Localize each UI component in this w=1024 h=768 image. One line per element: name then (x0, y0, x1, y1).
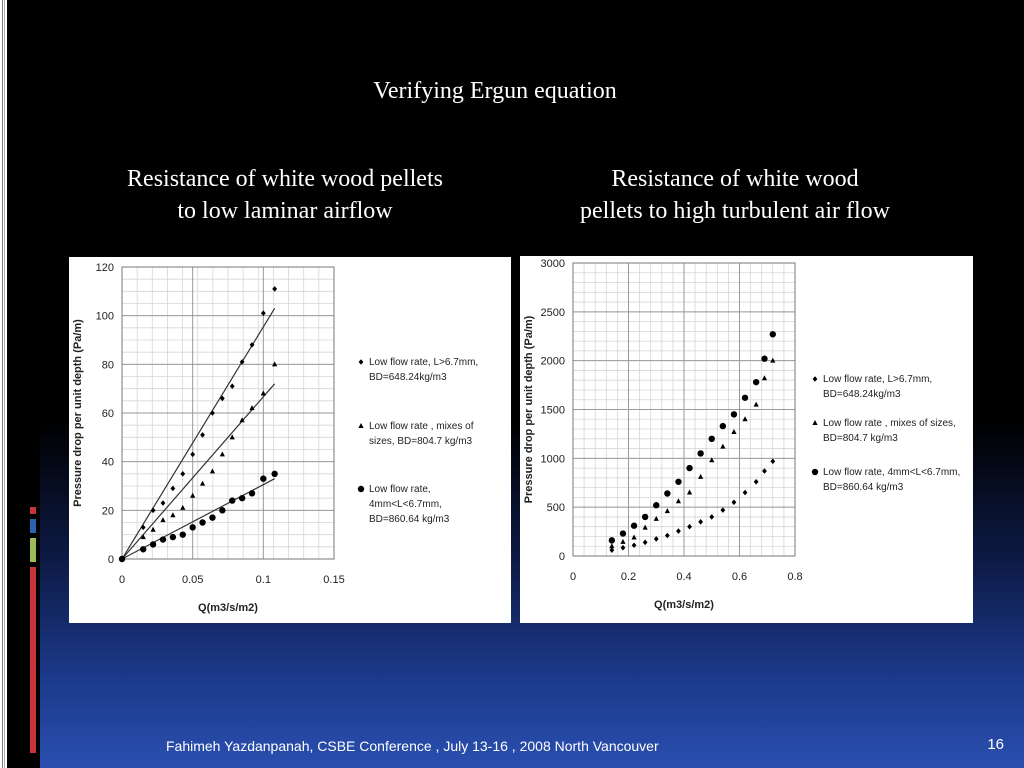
y-tick-label: 40 (101, 456, 114, 469)
x-tick-label: 0.1 (255, 574, 271, 586)
data-point (761, 356, 767, 362)
data-point (261, 391, 266, 396)
data-point (230, 383, 235, 389)
y-tick-label: 2000 (540, 355, 565, 368)
data-point (742, 395, 748, 401)
footer-text: Fahimeh Yazdanpanah, CSBE Conference , July 13-16 , 2008 North Vancouver (166, 738, 659, 754)
slide-title: Verifying Ergun equation (373, 78, 617, 104)
x-tick-label: 0.2 (620, 571, 637, 583)
y-tick-label: 80 (101, 359, 114, 372)
data-point (180, 505, 185, 510)
data-point (720, 507, 725, 513)
chart-turbulent-svg (520, 256, 973, 623)
data-point (720, 444, 725, 449)
data-point (743, 490, 748, 496)
chart-turbulent (520, 256, 973, 623)
y-tick-label: 500 (546, 502, 565, 515)
data-point (200, 481, 205, 486)
data-point (643, 540, 648, 546)
legend-text: BD=860.64 kg/m3 (823, 482, 904, 493)
legend-text: BD=648.24kg/m3 (823, 389, 901, 400)
data-point (687, 524, 692, 530)
data-point (210, 468, 215, 473)
data-point (709, 514, 714, 520)
chart-laminar (69, 257, 511, 623)
data-point (676, 528, 681, 534)
legend-marker (359, 359, 364, 365)
legend-text: Low flow rate, L>6.7mm, (823, 374, 933, 385)
subtitle-right (520, 163, 950, 227)
data-point (209, 514, 215, 520)
subtitle-right-line1: Resistance of white wood (611, 166, 859, 192)
data-point (621, 545, 626, 551)
data-point (210, 410, 215, 416)
legend-marker (812, 420, 817, 425)
data-point (762, 468, 767, 474)
data-point (220, 451, 225, 456)
data-point (160, 536, 166, 542)
accent-red-small (30, 507, 36, 514)
data-point (697, 450, 703, 456)
data-point (609, 543, 614, 548)
accent-blue (30, 519, 36, 533)
data-point (620, 539, 625, 544)
data-point (271, 471, 277, 477)
data-point (742, 416, 747, 421)
data-point (631, 534, 636, 539)
y-tick-label: 1500 (540, 404, 565, 417)
legend-text: Low flow rate, L>6.7mm, (369, 357, 479, 368)
data-point (642, 514, 648, 520)
data-point (676, 498, 681, 503)
data-point (709, 436, 715, 442)
data-point (643, 525, 648, 530)
data-point (631, 523, 637, 529)
x-axis-label: Q(m3/s/m2) (198, 602, 258, 614)
data-point (770, 358, 775, 363)
x-tick-label: 0.8 (787, 571, 803, 583)
y-tick-label: 60 (101, 408, 114, 420)
data-point (720, 423, 726, 429)
legend-text: sizes, BD=804.7 kg/m3 (369, 436, 473, 447)
legend-text: Low flow rate, (369, 484, 431, 495)
data-point (119, 556, 125, 562)
data-point (180, 471, 185, 477)
legend-text: BD=804.7 kg/m3 (823, 433, 898, 444)
data-point (272, 286, 277, 292)
y-tick-label: 2500 (540, 306, 565, 319)
x-tick-label: 0.4 (676, 571, 692, 583)
data-point (160, 517, 165, 522)
subtitle-left (70, 163, 500, 227)
y-tick-label: 3000 (540, 258, 565, 270)
legend-text: Low flow rate , mixes of sizes, (823, 418, 956, 429)
legend-marker (813, 376, 818, 382)
x-tick-label: 0 (118, 574, 126, 586)
legend-text: 4mm<L<6.7mm, (369, 499, 442, 510)
data-point (632, 542, 637, 548)
legend-text: BD=648.24kg/m3 (369, 372, 447, 383)
subtitle-left-line2: to low laminar airflow (177, 198, 393, 224)
data-point (687, 490, 692, 495)
data-point (753, 379, 759, 385)
data-point (770, 458, 775, 464)
data-point (665, 533, 670, 539)
legend-marker (812, 469, 818, 475)
y-tick-label: 0 (558, 551, 565, 563)
data-point (754, 402, 759, 407)
data-point (620, 530, 626, 536)
data-point (150, 527, 155, 532)
y-tick-label: 1000 (540, 453, 565, 466)
data-point (675, 479, 681, 485)
data-point (150, 541, 156, 547)
data-point (249, 490, 255, 496)
accent-red-long (30, 567, 36, 753)
legend-text: BD=860.64 kg/m3 (369, 514, 450, 525)
data-point (260, 476, 266, 482)
y-tick-label: 20 (101, 505, 114, 518)
data-point (141, 525, 146, 531)
y-tick-label: 0 (107, 554, 114, 566)
y-axis-label: Pressure drop per unit depth (Pa/m) (72, 319, 84, 507)
legend-text: Low flow rate, 4mm<L<6.7mm, (823, 467, 961, 478)
data-point (170, 534, 176, 540)
data-point (653, 502, 659, 508)
chart-laminar-svg (69, 257, 511, 623)
data-point (229, 497, 235, 503)
x-tick-label: 0.05 (181, 574, 204, 586)
legend-marker (358, 423, 363, 428)
subtitle-right-line2: pellets to high turbulent air flow (580, 198, 890, 224)
data-point (239, 495, 245, 501)
x-tick-label: 0.6 (731, 571, 748, 583)
y-axis-label: Pressure drop per unit depth (Pa/m) (523, 315, 535, 504)
data-point (170, 512, 175, 517)
subtitle-left-line1: Resistance of white wood pellets (127, 166, 443, 192)
data-point (654, 536, 659, 542)
data-point (200, 432, 205, 438)
legend-text: Low flow rate , mixes of (369, 421, 474, 432)
data-point (762, 375, 767, 380)
data-point (219, 507, 225, 513)
x-tick-label: 0 (569, 571, 577, 583)
y-tick-label: 120 (95, 262, 114, 274)
data-point (686, 465, 692, 471)
accent-green (30, 538, 36, 562)
data-point (609, 537, 615, 543)
data-point (731, 429, 736, 434)
legend-marker (358, 486, 364, 492)
data-point (180, 531, 186, 537)
data-point (664, 490, 670, 496)
x-axis-label: Q(m3/s/m2) (654, 599, 714, 611)
data-point (731, 411, 737, 417)
y-tick-label: 100 (95, 310, 114, 323)
data-point (151, 508, 156, 514)
data-point (732, 499, 737, 505)
data-point (770, 331, 776, 337)
page-number: 16 (987, 736, 1004, 753)
data-point (161, 500, 166, 506)
data-point (665, 508, 670, 513)
data-point (190, 493, 195, 498)
data-point (190, 452, 195, 458)
data-point (189, 524, 195, 530)
data-point (754, 479, 759, 485)
data-point (698, 519, 703, 525)
data-point (698, 474, 703, 479)
data-point (199, 519, 205, 525)
x-tick-label: 0.15 (323, 574, 345, 586)
data-point (170, 486, 175, 492)
data-point (140, 546, 146, 552)
